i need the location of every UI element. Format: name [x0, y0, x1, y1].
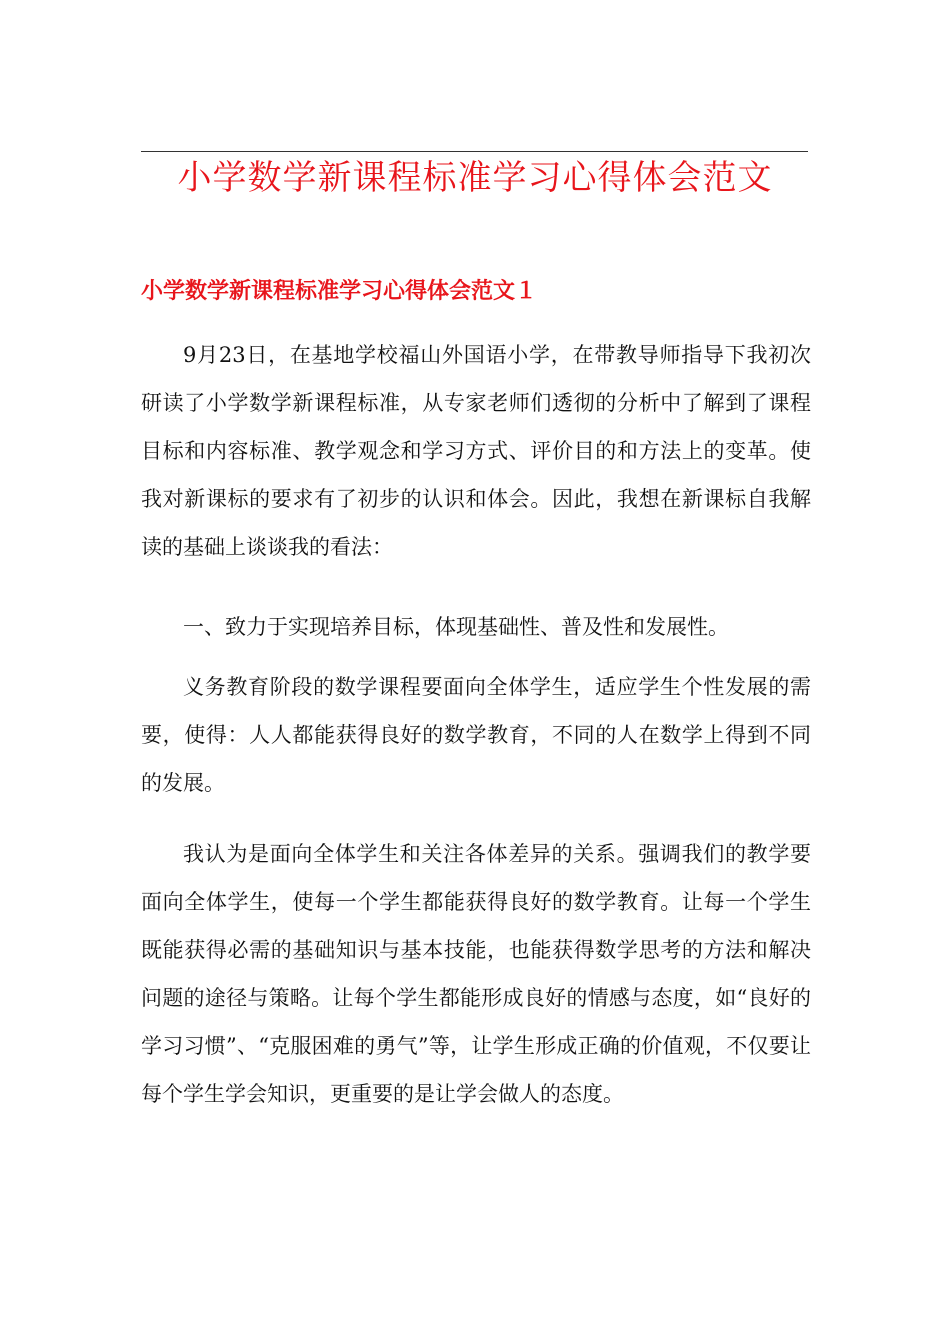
section-heading: 小学数学新课程标准学习心得体会范文１	[141, 279, 538, 304]
body-paragraph-compulsory-education: 义务教育阶段的数学课程要面向全体学生，适应学生个性发展的需要，使得：人人都能获得良好的数学教育，不同的人在数学上得到不同的发展。	[141, 675, 811, 795]
document-title: 小学数学新课程标准学习心得体会范文	[177, 158, 773, 198]
body-paragraph-point-one: 一、致力于实现培养目标，体现基础性、普及性和发展性。	[183, 615, 729, 639]
body-paragraph-opinion: 我认为是面向全体学生和关注各体差异的关系。强调我们的教学要面向全体学生，使每一个学生都能获得良好的数学教育。让每一个学生既能获得必需的基础知识与基本技能，也能获得数学思考的方法和解决问题的途径与策略。让每个学生都能形成良好的情感与态度，如“良好的学习习惯”、“克服困难的勇气”等，让学生形成正确的价值观，不仅要让每个学生学会知识，更重要的是让学会做人的态度。	[141, 842, 811, 1106]
body-paragraph-intro: 9月23日，在基地学校福山外国语小学，在带教导师指导下我初次研读了小学数学新课程标准，从专家老师们透彻的分析中了解到了课程目标和内容标准、教学观念和学习方式、评价目的和方法上的变革。使我对新课标的要求有了初步的认识和体会。因此，我想在新课标自我解读的基础上谈谈我的看法：	[141, 343, 811, 559]
